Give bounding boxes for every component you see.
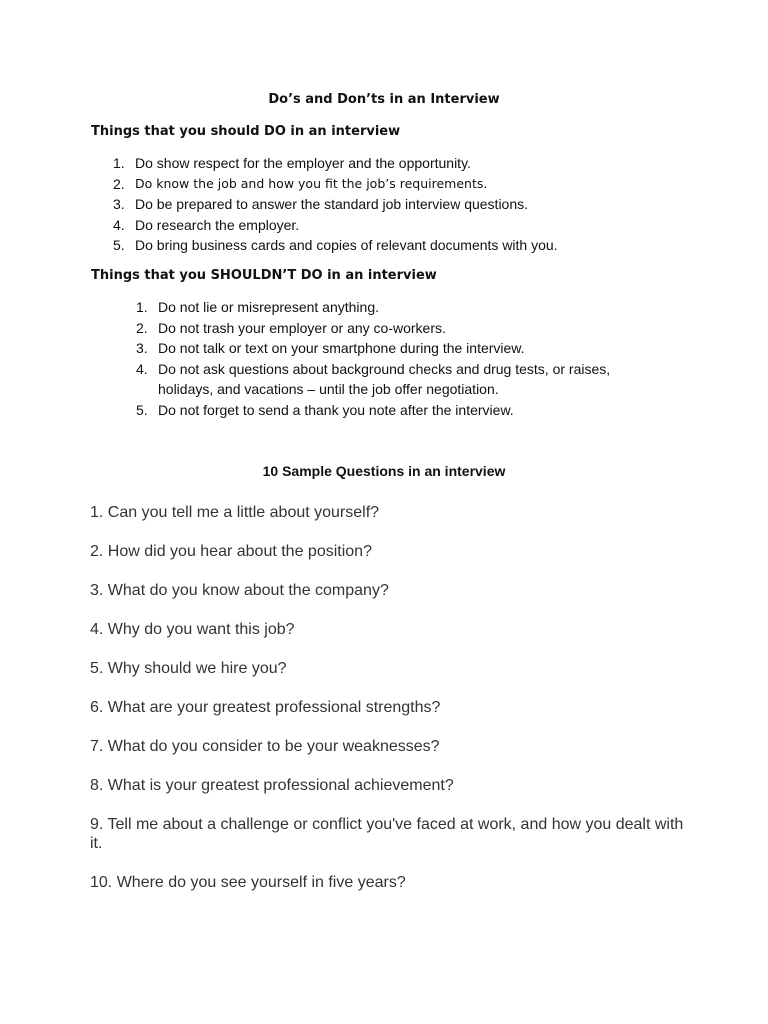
dont-list-item xyxy=(136,318,656,339)
do-list xyxy=(113,153,673,256)
dont-list xyxy=(136,297,656,420)
do-item-text: Do research the employer. xyxy=(135,216,300,233)
do-list-item xyxy=(113,235,673,256)
do-item-number: 2. xyxy=(113,175,125,192)
do-item-text: Do be prepared to answer the standard job interview questions. xyxy=(135,196,529,212)
do-item-number: 5. xyxy=(113,237,125,253)
do-item-text: Do know the job and how you fit the job’s requirements. xyxy=(135,175,488,191)
question-item: 8. What is your greatest professional achievement? xyxy=(90,777,454,794)
do-section-heading: Things that you should DO in an interview xyxy=(91,124,401,139)
questions-list xyxy=(90,503,690,912)
dont-item-number: 2. xyxy=(136,319,148,336)
questions-section-heading: 10 Sample Questions in an interview xyxy=(262,463,506,479)
dont-item-text: Do not talk or text on your smartphone during the interview. xyxy=(158,340,525,356)
question-item: 2. How did you hear about the position? xyxy=(90,543,372,560)
dont-list-item xyxy=(136,400,656,421)
dont-item-number: 3. xyxy=(136,340,148,356)
dont-item-text: Do not trash your employer or any co-workers. xyxy=(158,319,446,336)
dont-item-text: Do not forget to send a thank you note after the interview. xyxy=(158,401,514,418)
dont-item-number: 5. xyxy=(136,401,148,418)
do-list-item xyxy=(113,215,673,236)
dont-item-number: 4. xyxy=(136,360,148,377)
do-list-item xyxy=(113,153,673,174)
question-item: 5. Why should we hire you? xyxy=(90,660,287,677)
dont-list-item xyxy=(136,297,656,318)
dont-item-text: Do not lie or misrepresent anything. xyxy=(158,299,379,315)
dont-list-item xyxy=(136,338,656,359)
question-item: 6. What are your greatest professional strengths? xyxy=(90,699,441,716)
question-item: 10. Where do you see yourself in five years? xyxy=(90,874,406,891)
do-list-item xyxy=(113,174,673,195)
question-item: 7. What do you consider to be your weaknesses? xyxy=(90,738,440,755)
question-item: 1. Can you tell me a little about yourself? xyxy=(90,504,380,521)
question-item: 9. Tell me about a challenge or conflict you've faced at work, and how you dealt with it. xyxy=(90,816,684,852)
dont-section-heading: Things that you SHOULDN’T DO in an interview xyxy=(91,268,437,283)
dont-item-text: Do not ask questions about background checks and drug tests, or raises, holidays, and vacations – until the job offer negotiation. xyxy=(158,360,611,397)
do-item-number: 3. xyxy=(113,196,125,212)
do-item-text: Do show respect for the employer and the opportunity. xyxy=(135,155,471,171)
document-title: Do’s and Don’ts in an Interview xyxy=(268,92,500,107)
do-list-item xyxy=(113,194,673,215)
do-item-number: 1. xyxy=(113,155,125,171)
do-item-text: Do bring business cards and copies of relevant documents with you. xyxy=(135,237,558,253)
question-item: 3. What do you know about the company? xyxy=(90,582,389,599)
do-item-number: 4. xyxy=(113,216,125,233)
dont-list-item xyxy=(136,359,656,400)
dont-item-number: 1. xyxy=(136,299,148,315)
question-item: 4. Why do you want this job? xyxy=(90,621,295,638)
